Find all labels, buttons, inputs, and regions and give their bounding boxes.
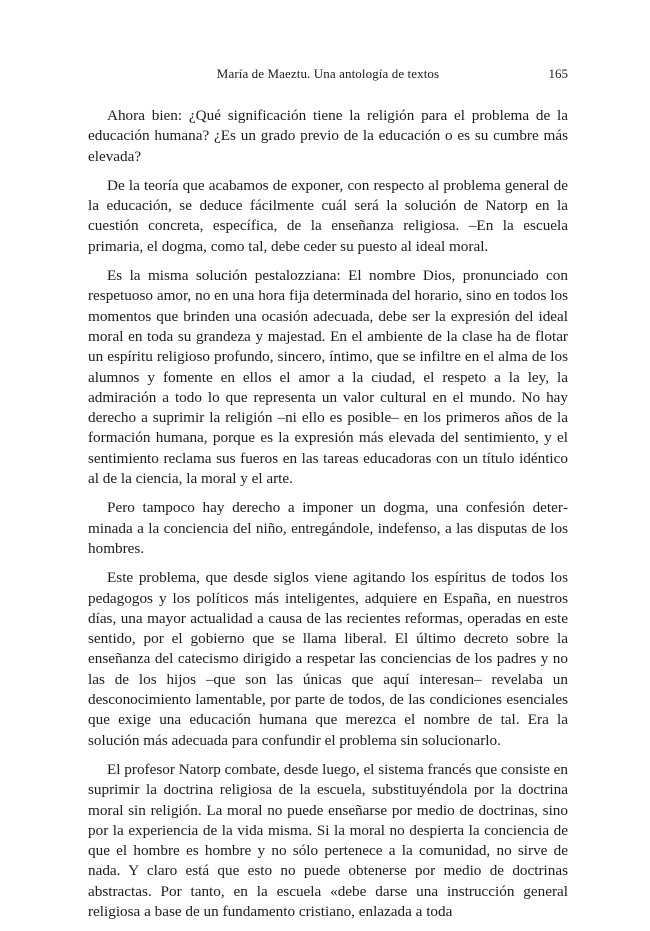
paragraph: Es la misma solución pestalozziana: El nombre Dios, pronunciado con respetuoso amor, no en una hora fija determinada del horario, sino en todos los momentos que brinden una ocasión adecuada, debe ser la expresión del ideal moral en toda su grandeza y majestad. En el ambiente de la clase ha de flotar un espíritu religioso profundo, sincero, íntimo, que se infiltre en el alma de los alumnos y fomente en ellos el amor a la ciudad, el respeto a la ley, la admiración a todo lo que representa un valor cultural en el mundo. No hay derecho a suprimir la religión –ni ello es posible– en los primeros años de la formación humana, porque es la expresión más elevada del sentimiento, y el sentimiento reclama sus fueros en las tareas educadoras con un título idéntico al de la ciencia, la moral y el arte. bbox=[88, 267, 568, 488]
page-number: 165 bbox=[548, 66, 568, 81]
body-text bbox=[88, 106, 568, 931]
paragraph: El profesor Natorp combate, desde luego, el sistema francés que consiste en suprimir la doctrina religiosa de la escuela, substituyéndola por la doctrina moral sin religión. La moral no puede enseñarse por medio de doctrinas, sino por la experiencia de la vida misma. Si la moral no despierta la conciencia de que el hombre es hombre y no sólo pertenece a la comunidad, no sirve de nada. Y claro está que esto no puede obtenerse por medio de doctrinas abstractas. Por tanto, en la escuela «debe darse una instrucción general religiosa a base de un fundamento cristiano, enlazada a toda bbox=[88, 760, 568, 920]
paragraph: Este problema, que desde siglos viene agitando los espíritus de todos los pedagogos y los políticos más inteligentes, adquiere en España, en nuestros días, una mayor actualidad a causa de las recientes reformas, operadas en este sentido, por el gobierno que se llama liberal. El último decreto sobre la enseñanza del catecismo dirigido a respetar las conciencias de los padres y no las de los hijos –que son las únicas que aquí interesan– revelaba un desconocimiento lamentable, por parte de todos, de las condiciones esenciales que exige una educación humana que merezca el nombre de tal. Era la solución más adecuada para confundir el problema sin solucionarlo. bbox=[88, 569, 568, 749]
paragraph: Ahora bien: ¿Qué significación tiene la religión para el problema de la educación humana? ¿Es un grado previo de la educación o es su cumbre más elevada? bbox=[88, 107, 568, 165]
running-title: María de Maeztu. Una antología de textos bbox=[216, 66, 440, 81]
paragraph: Pero tampoco hay derecho a imponer un dogma, una confesión determinada a la conciencia del niño, entregándole, indefenso, a las disputas de los hombres. bbox=[88, 499, 568, 557]
running-header bbox=[88, 64, 568, 84]
paragraph: De la teoría que acabamos de exponer, con respecto al problema general de la educación, se deduce fácilmente cuál será la solución de Natorp en la cuestión concreta, específica, de la enseñanza religiosa. –En la escuela primaria, el dogma, como tal, debe ceder su puesto al ideal moral. bbox=[88, 176, 568, 255]
